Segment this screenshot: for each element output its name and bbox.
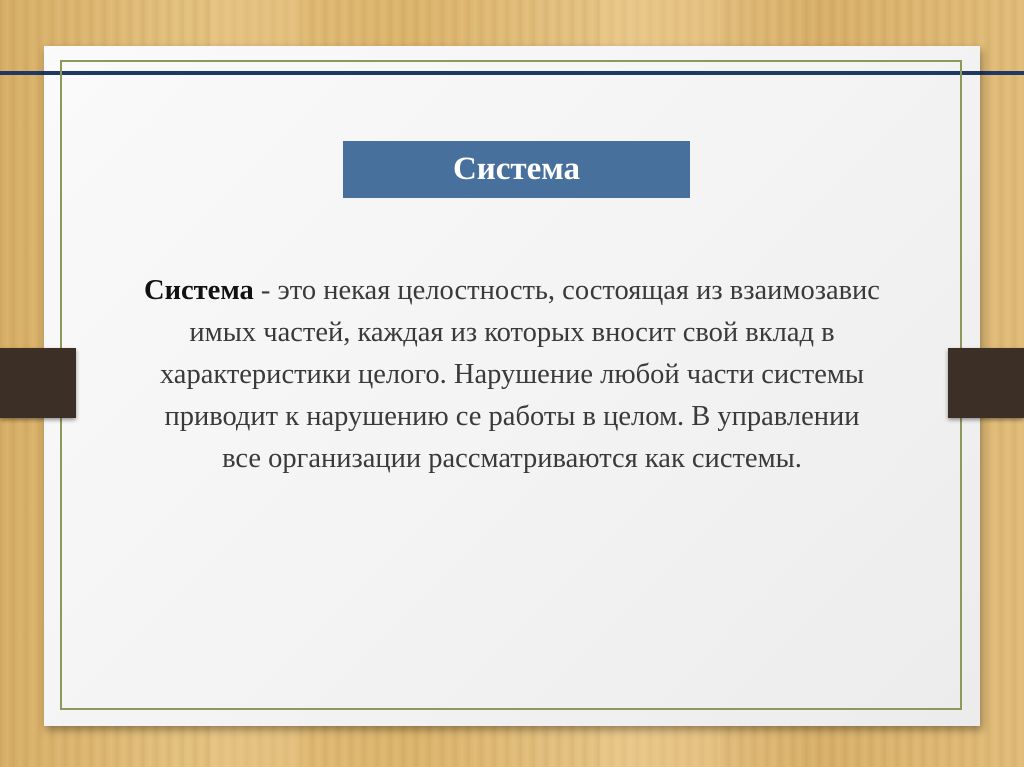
body-line: характеристики целого. Нарушение любой части системы xyxy=(159,359,865,390)
slide-title: Система xyxy=(452,151,581,187)
binder-clip-left xyxy=(0,348,76,418)
body-line xyxy=(82,270,942,312)
slide-body-text xyxy=(82,270,942,480)
body-line: приводит к нарушению се работы в целом. В управлении xyxy=(164,401,860,432)
body-line: все организации рассматриваются как системы. xyxy=(222,443,802,474)
body-line: имых частей, каждая из которых вносит свой вклад в xyxy=(189,317,835,348)
slide-title-box xyxy=(343,141,690,198)
binder-clip-right xyxy=(948,348,1024,418)
body-line-rest: - это некая целостность, состоящая из взаимозавис xyxy=(253,275,880,306)
term-bold: Система xyxy=(144,275,254,306)
